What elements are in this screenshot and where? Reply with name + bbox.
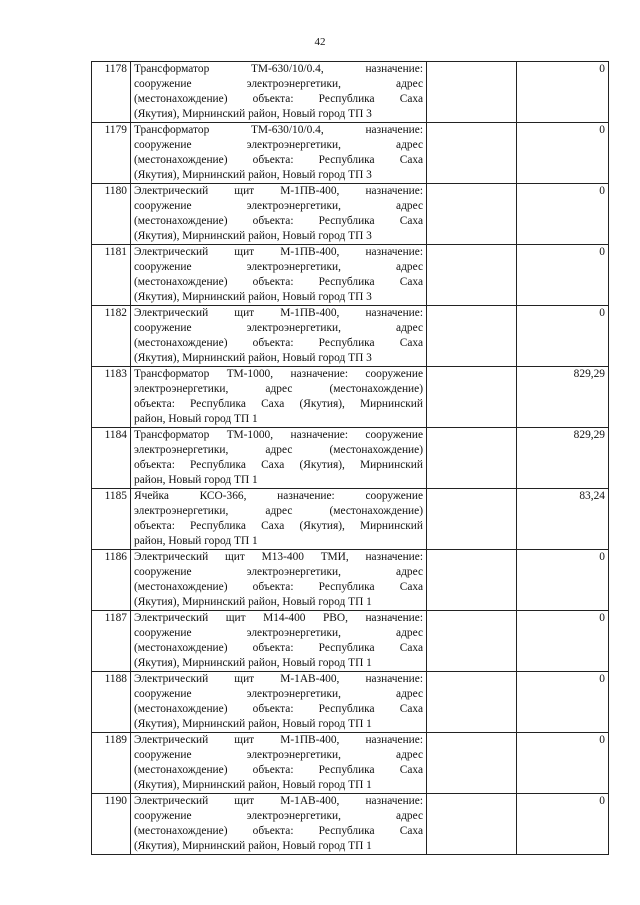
row-number-cell: 1188 — [92, 672, 131, 733]
description-line: (Якутия), Мирнинский район, Новый город ТП 3 — [134, 169, 372, 181]
value-cell: 0 — [517, 794, 609, 855]
description-line: (Якутия), Мирнинский район, Новый город ТП 3 — [134, 230, 372, 242]
row-number-cell: 1182 — [92, 306, 131, 367]
table-row — [92, 184, 609, 245]
description-line: Электрический щит М-1ПВ-400, назначение: — [134, 185, 423, 197]
description-line: сооружение электроэнергетики, адрес — [134, 261, 423, 273]
description-line: Электрический щит М13-400 ТМИ, назначение: — [134, 551, 423, 563]
description-cell — [131, 184, 427, 245]
description-line: (местонахождение) объекта: Республика Саха — [134, 93, 423, 105]
empty-cell — [427, 306, 517, 367]
description-line: сооружение электроэнергетики, адрес — [134, 627, 423, 639]
empty-cell — [427, 611, 517, 672]
table-row — [92, 489, 609, 550]
description-line: сооружение электроэнергетики, адрес — [134, 810, 423, 822]
value-cell: 0 — [517, 245, 609, 306]
empty-cell — [427, 672, 517, 733]
description-line: сооружение электроэнергетики, адрес — [134, 688, 423, 700]
description-line: сооружение электроэнергетики, адрес — [134, 749, 423, 761]
row-number-cell: 1180 — [92, 184, 131, 245]
description-line: (местонахождение) объекта: Республика Саха — [134, 276, 423, 288]
description-line: (Якутия), Мирнинский район, Новый город ТП 1 — [134, 840, 372, 852]
description-cell — [131, 550, 427, 611]
value-cell: 0 — [517, 62, 609, 123]
description-line: сооружение электроэнергетики, адрес — [134, 566, 423, 578]
empty-cell — [427, 184, 517, 245]
empty-cell — [427, 489, 517, 550]
empty-cell — [427, 62, 517, 123]
table-row — [92, 733, 609, 794]
description-cell — [131, 672, 427, 733]
description-line: сооружение электроэнергетики, адрес — [134, 78, 423, 90]
value-cell: 83,24 — [517, 489, 609, 550]
description-line: Трансформатор ТМ-1000, назначение: сооружение — [134, 429, 423, 441]
empty-cell — [427, 245, 517, 306]
table-row — [92, 611, 609, 672]
description-cell — [131, 245, 427, 306]
description-cell — [131, 489, 427, 550]
description-line: Трансформатор ТМ-1000, назначение: сооружение — [134, 368, 423, 380]
description-cell — [131, 611, 427, 672]
description-line: Электрический щит М14-400 РВО, назначение: — [134, 612, 423, 624]
empty-cell — [427, 550, 517, 611]
description-line: (местонахождение) объекта: Республика Саха — [134, 337, 423, 349]
page-number: 42 — [314, 36, 326, 48]
description-line: Электрический щит М-1АВ-400, назначение: — [134, 795, 423, 807]
description-line: Трансформатор ТМ-630/10/0.4, назначение: — [134, 124, 423, 136]
asset-table — [91, 61, 609, 855]
value-cell: 0 — [517, 306, 609, 367]
description-line: (Якутия), Мирнинский район, Новый город ТП 3 — [134, 108, 372, 120]
asset-table-body — [92, 62, 609, 855]
description-line: (Якутия), Мирнинский район, Новый город ТП 1 — [134, 657, 372, 669]
empty-cell — [427, 123, 517, 184]
description-line: (Якутия), Мирнинский район, Новый город ТП 3 — [134, 352, 372, 364]
empty-cell — [427, 733, 517, 794]
description-line: (местонахождение) объекта: Республика Саха — [134, 764, 423, 776]
description-cell — [131, 367, 427, 428]
value-cell: 829,29 — [517, 428, 609, 489]
table-row — [92, 550, 609, 611]
table-row — [92, 62, 609, 123]
description-cell — [131, 62, 427, 123]
table-row — [92, 245, 609, 306]
description-cell — [131, 428, 427, 489]
value-cell: 0 — [517, 672, 609, 733]
description-cell — [131, 123, 427, 184]
description-line: (местонахождение) объекта: Республика Саха — [134, 825, 423, 837]
table-row — [92, 794, 609, 855]
description-line: (Якутия), Мирнинский район, Новый город ТП 1 — [134, 596, 372, 608]
description-line: Электрический щит М-1ПВ-400, назначение: — [134, 734, 423, 746]
value-cell: 829,29 — [517, 367, 609, 428]
table-row — [92, 306, 609, 367]
description-line: Трансформатор ТМ-630/10/0.4, назначение: — [134, 63, 423, 75]
description-line: сооружение электроэнергетики, адрес — [134, 200, 423, 212]
description-line: электроэнергетики, адрес (местонахождение) — [134, 505, 423, 517]
empty-cell — [427, 428, 517, 489]
description-line: Электрический щит М-1ПВ-400, назначение: — [134, 307, 423, 319]
value-cell: 0 — [517, 123, 609, 184]
row-number-cell: 1187 — [92, 611, 131, 672]
description-line: район, Новый город ТП 1 — [134, 535, 258, 547]
row-number-cell: 1178 — [92, 62, 131, 123]
description-line: электроэнергетики, адрес (местонахождение) — [134, 444, 423, 456]
value-cell: 0 — [517, 550, 609, 611]
description-line: (Якутия), Мирнинский район, Новый город ТП 1 — [134, 779, 372, 791]
row-number-cell: 1185 — [92, 489, 131, 550]
description-line: сооружение электроэнергетики, адрес — [134, 139, 423, 151]
table-row — [92, 672, 609, 733]
row-number-cell: 1181 — [92, 245, 131, 306]
empty-cell — [427, 794, 517, 855]
description-cell — [131, 306, 427, 367]
value-cell: 0 — [517, 611, 609, 672]
row-number-cell: 1183 — [92, 367, 131, 428]
table-row — [92, 428, 609, 489]
row-number-cell: 1189 — [92, 733, 131, 794]
description-line: район, Новый город ТП 1 — [134, 413, 258, 425]
description-line: объекта: Республика Саха (Якутия), Мирнинский — [134, 459, 423, 471]
description-cell — [131, 794, 427, 855]
description-line: (местонахождение) объекта: Республика Саха — [134, 215, 423, 227]
description-line: (Якутия), Мирнинский район, Новый город ТП 1 — [134, 718, 372, 730]
description-line: объекта: Республика Саха (Якутия), Мирнинский — [134, 398, 423, 410]
description-line: (местонахождение) объекта: Республика Саха — [134, 703, 423, 715]
description-line: Ячейка КСО-366, назначение: сооружение — [134, 490, 423, 502]
table-row — [92, 367, 609, 428]
value-cell: 0 — [517, 733, 609, 794]
description-line: Электрический щит М-1ПВ-400, назначение: — [134, 246, 423, 258]
row-number-cell: 1190 — [92, 794, 131, 855]
description-line: Электрический щит М-1АВ-400, назначение: — [134, 673, 423, 685]
description-line: объекта: Республика Саха (Якутия), Мирнинский — [134, 520, 423, 532]
description-line: (Якутия), Мирнинский район, Новый город ТП 3 — [134, 291, 372, 303]
description-line: (местонахождение) объекта: Республика Саха — [134, 642, 423, 654]
description-line: (местонахождение) объекта: Республика Саха — [134, 154, 423, 166]
table-row — [92, 123, 609, 184]
description-line: сооружение электроэнергетики, адрес — [134, 322, 423, 334]
row-number-cell: 1186 — [92, 550, 131, 611]
description-cell — [131, 733, 427, 794]
description-line: (местонахождение) объекта: Республика Саха — [134, 581, 423, 593]
row-number-cell: 1184 — [92, 428, 131, 489]
value-cell: 0 — [517, 184, 609, 245]
row-number-cell: 1179 — [92, 123, 131, 184]
description-line: электроэнергетики, адрес (местонахождение) — [134, 383, 423, 395]
empty-cell — [427, 367, 517, 428]
description-line: район, Новый город ТП 1 — [134, 474, 258, 486]
